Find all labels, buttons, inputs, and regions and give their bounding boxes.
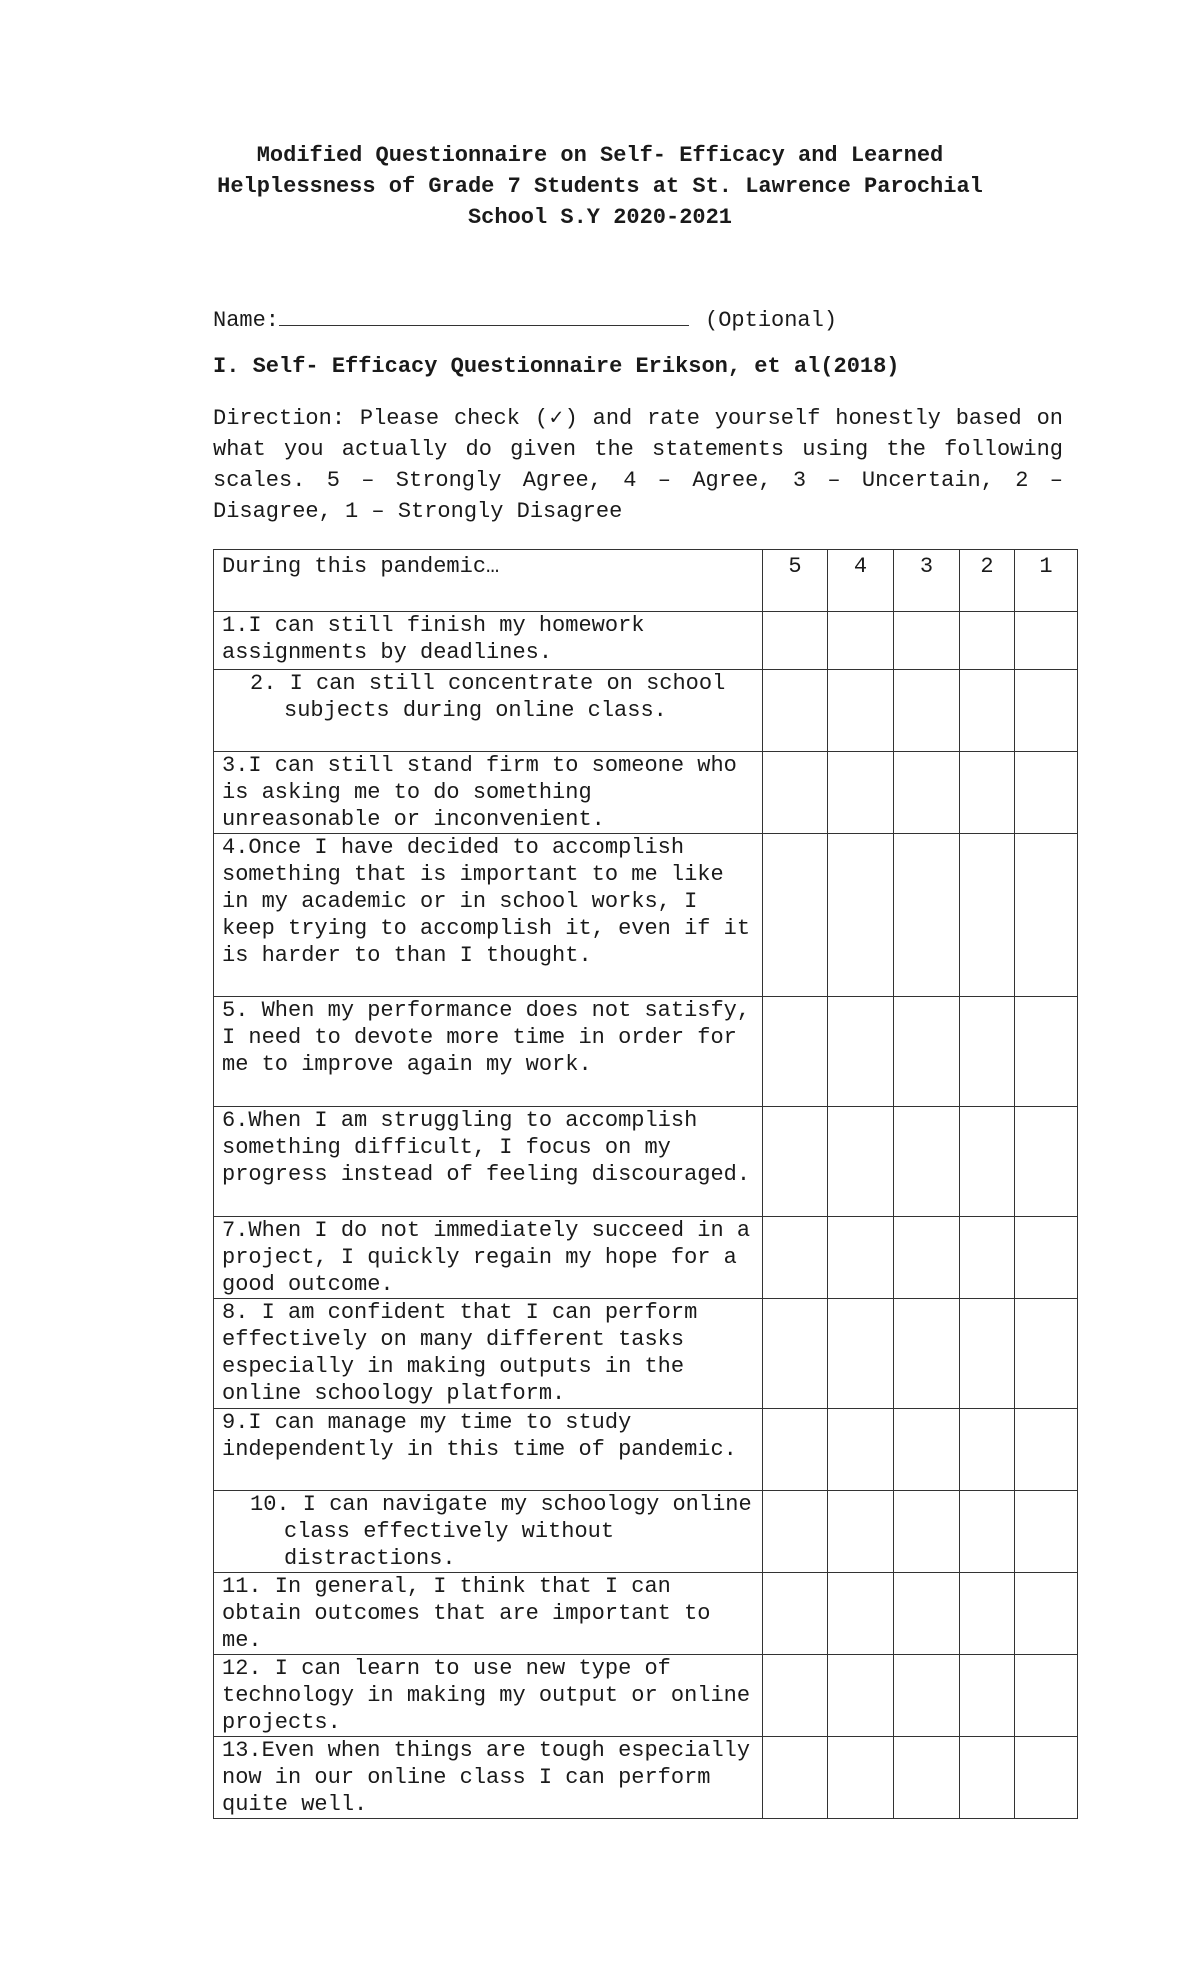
- rating-cell-4[interactable]: [828, 1491, 894, 1573]
- scale-header-4: 4: [828, 550, 894, 612]
- rating-cell-5[interactable]: [763, 1737, 828, 1819]
- rating-cell-2[interactable]: [960, 1573, 1015, 1655]
- statement-cell: 12. I can learn to use new type of technology in making my output or online projects.: [214, 1655, 763, 1737]
- table-row: [214, 1217, 1078, 1299]
- rating-cell-4[interactable]: [828, 997, 894, 1107]
- rating-cell-5[interactable]: [763, 834, 828, 997]
- rating-cell-5[interactable]: [763, 1409, 828, 1491]
- rating-cell-1[interactable]: [1015, 1107, 1078, 1217]
- rating-cell-2[interactable]: [960, 752, 1015, 834]
- table-row: [214, 612, 1078, 670]
- table-row: [214, 1491, 1078, 1573]
- statement-cell: 7.When I do not immediately succeed in a project, I quickly regain my hope for a good outcome.: [214, 1217, 763, 1299]
- scale-header-3: 3: [894, 550, 960, 612]
- table-row: [214, 834, 1078, 997]
- table-row: [214, 1299, 1078, 1409]
- name-label: Name:: [213, 308, 280, 333]
- rating-cell-5[interactable]: [763, 752, 828, 834]
- table-row: [214, 997, 1078, 1107]
- rating-cell-4[interactable]: [828, 1409, 894, 1491]
- rating-cell-5[interactable]: [763, 670, 828, 752]
- statement-column-header: During this pandemic…: [214, 550, 763, 612]
- rating-cell-4[interactable]: [828, 670, 894, 752]
- direction-text: Direction: Please check (✓) and rate yourself honestly based on what you actually do given the statements using the following scales. 5 – Strongly Agree, 4 – Agree, 3 – Uncertain, 2 – Disagree, 1 – Strongly Disagree: [213, 406, 1063, 524]
- table-row: [214, 1655, 1078, 1737]
- rating-cell-4[interactable]: [828, 1299, 894, 1409]
- rating-cell-2[interactable]: [960, 612, 1015, 670]
- rating-cell-5[interactable]: [763, 1573, 828, 1655]
- table-row: [214, 670, 1078, 752]
- rating-cell-4[interactable]: [828, 1217, 894, 1299]
- statement-cell: 1.I can still finish my homework assignments by deadlines.: [214, 612, 763, 670]
- rating-cell-1[interactable]: [1015, 1299, 1078, 1409]
- statement-cell: 4.Once I have decided to accomplish something that is important to me like in my academic or in school works, I keep trying to accomplish it, even if it is harder to than I thought.: [214, 834, 763, 997]
- rating-cell-3[interactable]: [894, 1409, 960, 1491]
- rating-cell-5[interactable]: [763, 1299, 828, 1409]
- rating-cell-5[interactable]: [763, 1655, 828, 1737]
- rating-cell-1[interactable]: [1015, 1573, 1078, 1655]
- table-row: [214, 1737, 1078, 1819]
- rating-cell-5[interactable]: [763, 1217, 828, 1299]
- rating-cell-3[interactable]: [894, 1737, 960, 1819]
- document-title: Modified Questionnaire on Self- Efficacy and Learned Helplessness of Grade 7 Students at St. Lawrence Parochial School S.Y 2020-2021: [217, 143, 983, 230]
- table-row: [214, 752, 1078, 834]
- statement-cell: 2. I can still concentrate on school subjects during online class.: [214, 670, 763, 752]
- statement-cell: 11. In general, I think that I can obtain outcomes that are important to me.: [214, 1573, 763, 1655]
- rating-cell-5[interactable]: [763, 997, 828, 1107]
- self-efficacy-rating-table: [213, 549, 1078, 1819]
- table-row: [214, 1409, 1078, 1491]
- rating-cell-1[interactable]: [1015, 1409, 1078, 1491]
- rating-cell-1[interactable]: [1015, 612, 1078, 670]
- rating-cell-1[interactable]: [1015, 997, 1078, 1107]
- rating-cell-3[interactable]: [894, 1299, 960, 1409]
- rating-cell-5[interactable]: [763, 1491, 828, 1573]
- rating-cell-1[interactable]: [1015, 752, 1078, 834]
- rating-cell-5[interactable]: [763, 1107, 828, 1217]
- statement-cell: 13.Even when things are tough especially now in our online class I can perform quite well.: [214, 1737, 763, 1819]
- rating-cell-2[interactable]: [960, 834, 1015, 997]
- rating-cell-4[interactable]: [828, 1737, 894, 1819]
- table-row: [214, 1573, 1078, 1655]
- rating-cell-3[interactable]: [894, 670, 960, 752]
- rating-cell-4[interactable]: [828, 1655, 894, 1737]
- rating-cell-3[interactable]: [894, 612, 960, 670]
- name-input-blank[interactable]: [279, 303, 689, 326]
- statement-cell: 10. I can navigate my schoology online class effectively without distractions.: [214, 1491, 763, 1573]
- rating-cell-1[interactable]: [1015, 834, 1078, 997]
- rating-cell-2[interactable]: [960, 997, 1015, 1107]
- rating-cell-4[interactable]: [828, 834, 894, 997]
- rating-cell-2[interactable]: [960, 1409, 1015, 1491]
- rating-cell-2[interactable]: [960, 1107, 1015, 1217]
- rating-cell-3[interactable]: [894, 997, 960, 1107]
- rating-cell-3[interactable]: [894, 834, 960, 997]
- rating-cell-1[interactable]: [1015, 1217, 1078, 1299]
- rating-cell-4[interactable]: [828, 1573, 894, 1655]
- statement-cell: 3.I can still stand firm to someone who is asking me to do something unreasonable or inconvenient.: [214, 752, 763, 834]
- rating-cell-2[interactable]: [960, 1217, 1015, 1299]
- scale-header-2: 2: [960, 550, 1015, 612]
- rating-cell-3[interactable]: [894, 1655, 960, 1737]
- scale-header-1: 1: [1015, 550, 1078, 612]
- name-optional-note: (Optional): [705, 308, 838, 333]
- rating-cell-1[interactable]: [1015, 670, 1078, 752]
- rating-cell-3[interactable]: [894, 1107, 960, 1217]
- statement-cell: 8. I am confident that I can perform effectively on many different tasks especially in making outputs in the online schoology platform.: [214, 1299, 763, 1409]
- rating-cell-2[interactable]: [960, 1737, 1015, 1819]
- table-header-row: [214, 550, 1078, 612]
- rating-cell-2[interactable]: [960, 1655, 1015, 1737]
- rating-cell-1[interactable]: [1015, 1491, 1078, 1573]
- rating-cell-4[interactable]: [828, 612, 894, 670]
- name-field-row: [213, 303, 837, 335]
- section-heading: I. Self- Efficacy Questionnaire Erikson, et al(2018): [213, 354, 900, 379]
- rating-cell-3[interactable]: [894, 752, 960, 834]
- rating-cell-1[interactable]: [1015, 1737, 1078, 1819]
- scale-header-5: 5: [763, 550, 828, 612]
- rating-cell-4[interactable]: [828, 752, 894, 834]
- rating-cell-3[interactable]: [894, 1217, 960, 1299]
- statement-cell: 5. When my performance does not satisfy, I need to devote more time in order for me to improve again my work.: [214, 997, 763, 1107]
- rating-cell-2[interactable]: [960, 1491, 1015, 1573]
- rating-cell-1[interactable]: [1015, 1655, 1078, 1737]
- rating-cell-4[interactable]: [828, 1107, 894, 1217]
- rating-cell-2[interactable]: [960, 670, 1015, 752]
- rating-cell-2[interactable]: [960, 1299, 1015, 1409]
- statement-cell: 6.When I am struggling to accomplish something difficult, I focus on my progress instead of feeling discouraged.: [214, 1107, 763, 1217]
- rating-cell-5[interactable]: [763, 612, 828, 670]
- statement-cell: 9.I can manage my time to study independently in this time of pandemic.: [214, 1409, 763, 1491]
- table-row: [214, 1107, 1078, 1217]
- rating-cell-3[interactable]: [894, 1573, 960, 1655]
- rating-cell-3[interactable]: [894, 1491, 960, 1573]
